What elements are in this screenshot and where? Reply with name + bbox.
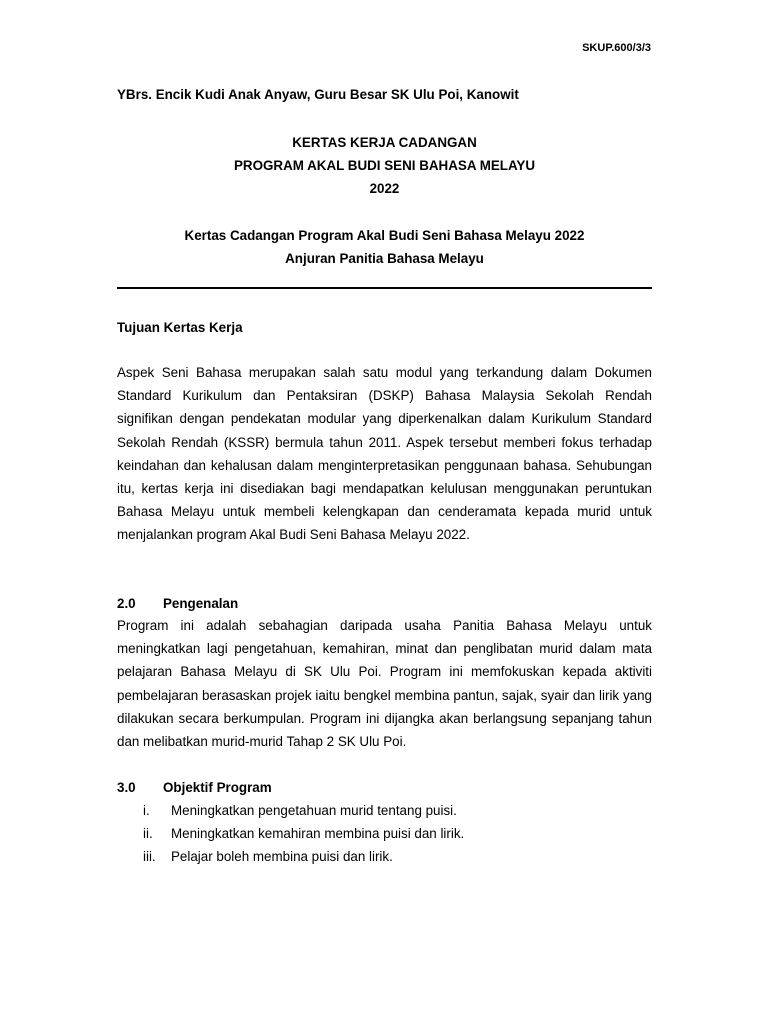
title-line-3: 2022 — [369, 181, 400, 196]
section-heading-tujuan: Tujuan Kertas Kerja — [117, 320, 243, 335]
list-item-text: Pelajar boleh membina puisi dan lirik. — [171, 849, 393, 865]
list-item — [117, 845, 652, 868]
list-item-text: Meningkatkan pengetahuan murid tentang puisi. — [171, 803, 457, 818]
title-line-2: PROGRAM AKAL BUDI SENI BAHASA MELAYU — [233, 158, 536, 173]
title-line-1: KERTAS KERJA CADANGAN — [292, 135, 477, 150]
subtitle-line-1: Kertas Cadangan Program Akal Budi Seni Bahasa Melayu 2022 — [184, 228, 585, 243]
document-title — [117, 131, 652, 200]
section-number: 2.0 — [117, 596, 136, 611]
list-marker: i. — [143, 803, 150, 818]
horizontal-divider — [117, 287, 652, 289]
section-body-tujuan: Aspek Seni Bahasa merupakan salah satu modul yang terkandung dalam Dokumen Standard Kurikulum dan Pentaksiran (DSKP) Bahasa Malaysia Sekolah Rendah signifikan dengan pendekatan modular yang diperkenalkan dalam Kurikulum Standard Sekolah Rendah (KSSR) bermula tahun 2011. Aspek tersebut memberi fokus terhadap keindahan dan kehalusan dalam menginterpretasikan penggunaan bahasa. Sehubungan itu, kertas kerja ini disediakan bagi mendapatkan kelulusan menggunakan peruntukan Bahasa Melayu untuk membeli kelengkapan dan cenderamata kepada murid untuk menjalankan program Akal Budi Seni Bahasa Melayu 2022. — [117, 365, 652, 543]
list-item-text: Meningkatkan kemahiran membina puisi dan lirik. — [171, 826, 465, 842]
section-body-pengenalan: Program ini adalah sebahagian daripada usaha Panitia Bahasa Melayu untuk meningkatkan lagi pengetahuan, kemahiran, minat dan penglibatan murid dalam mata pelajaran Bahasa Melayu di SK Ulu Poi. Program ini memfokuskan kepada aktiviti pembelajaran berasaskan projek iaitu bengkel membina pantun, sajak, syair dan lirik yang dilakukan secara berkumpulan. Program ini dijangka akan berlangsung sepanjang tahun dan melibatkan murid-murid Tahap 2 SK Ulu Poi. — [117, 618, 652, 750]
reference-number: SKUP.600/3/3 — [582, 42, 651, 54]
list-item — [117, 822, 652, 845]
list-item — [117, 799, 652, 822]
subtitle-line-2: Anjuran Panitia Bahasa Melayu — [285, 251, 484, 266]
section-title: Objektif Program — [163, 780, 272, 795]
list-marker: ii. — [143, 826, 153, 842]
section-number: 3.0 — [117, 780, 136, 795]
section-heading-objektif — [117, 780, 272, 795]
section-heading-pengenalan — [117, 596, 238, 611]
addressee-line: YBrs. Encik Kudi Anak Anyaw, Guru Besar SK Ulu Poi, Kanowit — [117, 87, 519, 102]
objective-list — [117, 799, 652, 869]
list-marker: iii. — [143, 849, 156, 865]
section-title: Pengenalan — [163, 596, 239, 611]
document-subtitle — [117, 224, 652, 270]
